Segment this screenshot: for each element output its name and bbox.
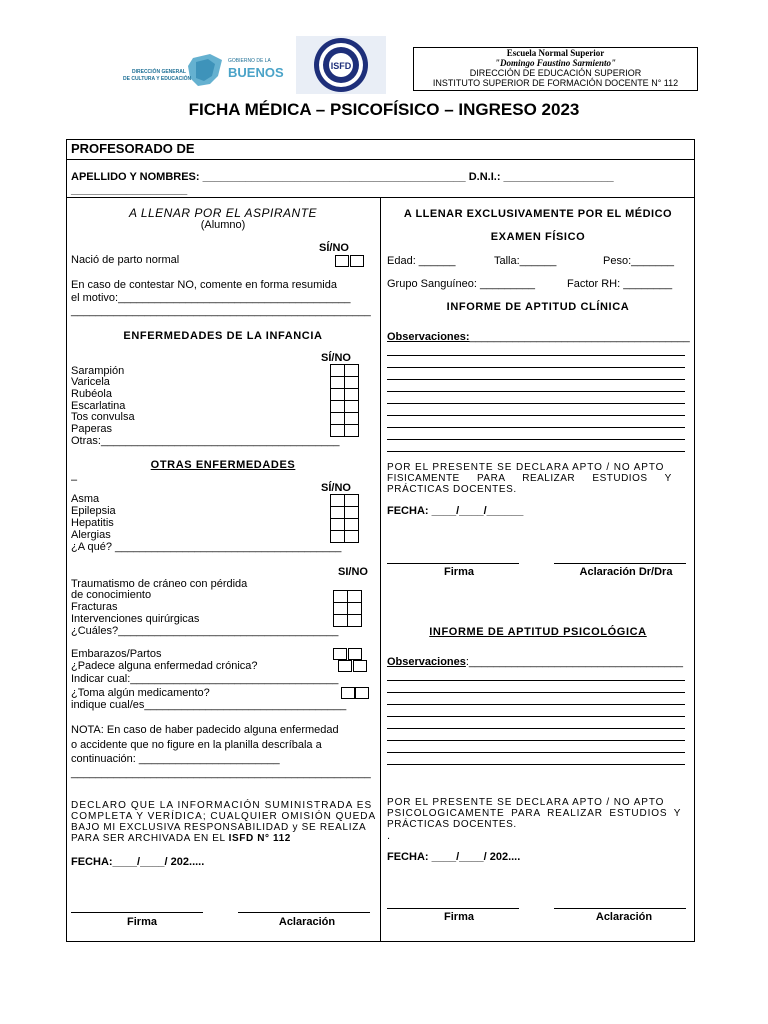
aspirante-sub: (Alumno) bbox=[200, 219, 246, 231]
firma-line-psico[interactable] bbox=[387, 908, 519, 909]
trauma-checkbox-grid[interactable] bbox=[333, 590, 362, 627]
box-line-4: INSTITUTO SUPERIOR DE FORMACIÓN DOCENTE N° 112 bbox=[432, 78, 679, 88]
box-line-2: "Domingo Faustino Sarmiento" bbox=[494, 58, 617, 68]
gov-text-2: DE CULTURA Y EDUCACIÓN bbox=[123, 76, 192, 82]
cronica-label: ¿Padece alguna enfermedad crónica? bbox=[71, 660, 258, 672]
fecha-aspirante[interactable]: FECHA:____/____/ 202..... bbox=[71, 856, 205, 868]
firma-label-psico: Firma bbox=[444, 911, 474, 923]
box-line-3: DIRECCIÓN DE EDUCACIÓN SUPERIOR bbox=[469, 68, 642, 78]
sino-label-1: SÍ/NO bbox=[319, 242, 349, 254]
otras-item: Alergias bbox=[71, 529, 111, 541]
infancia-item: Paperas bbox=[71, 423, 112, 435]
box-line-1: Escuela Normal Superior bbox=[506, 48, 605, 58]
medico-heading: A LLENAR EXCLUSIVAMENTE POR EL MÉDICO bbox=[403, 208, 673, 220]
factor-field[interactable]: Factor RH: ________ bbox=[567, 278, 673, 290]
otras-field[interactable]: Otras:_______________________________________ bbox=[71, 435, 340, 447]
parto-label: Nació de parto normal bbox=[71, 254, 180, 266]
apellido-field[interactable]: APELLIDO Y NOMBRES: ___________________________________________ D.N.I.: __________________ bbox=[71, 171, 614, 183]
infancia-item: Sarampión bbox=[71, 365, 125, 377]
obs-tail-clinica: ____________________________________ bbox=[469, 331, 690, 343]
informe-psico-title: INFORME DE APTITUD PSICOLÓGICA bbox=[429, 626, 647, 638]
apto-medico-line-1: POR EL PRESENTE SE DECLARA APTO / NO APTO bbox=[387, 462, 665, 473]
obs-field-clinica[interactable] bbox=[387, 331, 690, 343]
firma-label-medico: Firma bbox=[444, 566, 474, 578]
nota-line-2: o accidente que no figure en la planilla descríbala a bbox=[71, 739, 322, 751]
infancia-checkbox-grid[interactable] bbox=[330, 364, 359, 437]
aque-field[interactable]: ¿A qué? _____________________________________ bbox=[71, 541, 342, 553]
apto-psico-dot: . bbox=[387, 830, 391, 842]
obs-tail-psico: :___________________________________ bbox=[465, 656, 684, 668]
trauma-label-2: de conocimiento bbox=[71, 589, 152, 601]
cuales-field[interactable]: ¿Cuáles?____________________________________ bbox=[71, 625, 339, 637]
informe-clinica-title: INFORME DE APTITUD CLÍNICA bbox=[446, 301, 630, 313]
otras-item: Hepatitis bbox=[71, 517, 114, 529]
indique-field[interactable]: indique cual/es_________________________________ bbox=[71, 699, 347, 711]
aclaracion-label-psico: Aclaración bbox=[595, 911, 653, 923]
otras-item: Asma bbox=[71, 493, 100, 505]
gov-text-1: DIRECCIÓN GENERAL bbox=[132, 69, 186, 75]
nota-line-4[interactable]: _________________________________________________ bbox=[71, 767, 371, 779]
embarazos-no-checkbox[interactable] bbox=[348, 648, 362, 660]
infancia-item: Rubéola bbox=[71, 388, 112, 400]
talla-field[interactable]: Talla:______ bbox=[494, 255, 557, 267]
declaro-line-4 bbox=[71, 833, 291, 844]
obs-lines-clinica[interactable] bbox=[387, 344, 685, 454]
declaro-line-1: DECLARO QUE LA INFORMACIÓN SUMINISTRADA ES bbox=[71, 800, 373, 811]
aclaracion-line-medico[interactable] bbox=[554, 563, 686, 564]
obs-lines-psico[interactable] bbox=[387, 669, 685, 765]
declaro-line-4-text: PARA SER ARCHIVADA EN EL bbox=[71, 833, 229, 844]
divider-1 bbox=[66, 159, 695, 160]
indicar-field[interactable]: Indicar cual:__________________________________ bbox=[71, 673, 339, 685]
motivo-field[interactable]: el motivo:______________________________________ bbox=[71, 292, 351, 304]
otras-checkbox-grid[interactable] bbox=[330, 494, 359, 543]
embarazos-label: Embarazos/Partos bbox=[71, 648, 162, 660]
cronica-si-checkbox[interactable] bbox=[338, 660, 352, 672]
apellido-field-cont[interactable]: ___________________ bbox=[71, 184, 188, 196]
infancia-item: Escarlatina bbox=[71, 400, 126, 412]
grupo-field[interactable]: Grupo Sanguíneo: _________ bbox=[387, 278, 536, 290]
apto-medico-line-2: FISICAMENTE PARA REALIZAR ESTUDIOS Y bbox=[387, 473, 672, 484]
firma-label-left: Firma bbox=[127, 916, 157, 928]
nota-line-1: NOTA: En caso de haber padecido alguna enfermedad bbox=[71, 724, 339, 736]
sino-label-3: SÍ/NO bbox=[321, 482, 351, 494]
trauma-label: Traumatismo de cráneo con pérdida bbox=[71, 578, 248, 590]
aclaracion-label-left: Aclaración bbox=[278, 916, 336, 928]
aclaracion-line-left[interactable] bbox=[238, 912, 370, 913]
fecha-medico[interactable]: FECHA: ____/____/______ bbox=[387, 505, 524, 517]
declaro-line-2: COMPLETA Y VERÍDICA; CUALQUIER OMISIÓN QUEDA bbox=[71, 811, 377, 822]
edad-field[interactable]: Edad: ______ bbox=[387, 255, 456, 267]
embarazos-si-checkbox[interactable] bbox=[333, 648, 347, 660]
infancia-item: Varicela bbox=[71, 376, 110, 388]
infancia-title: ENFERMEDADES DE LA INFANCIA bbox=[123, 330, 323, 342]
dash: – bbox=[71, 474, 78, 486]
apto-psico-line-1: POR EL PRESENTE SE DECLARA APTO / NO APTO bbox=[387, 797, 665, 808]
apto-medico-line-3: PRÁCTICAS DOCENTES. bbox=[387, 484, 517, 495]
obs-label-clinica: Observaciones: bbox=[387, 331, 470, 343]
page-title: FICHA MÉDICA – PSICOFÍSICO – INGRESO 2023 bbox=[188, 100, 580, 119]
firma-line-left[interactable] bbox=[71, 912, 203, 913]
otras-title: OTRAS ENFERMEDADES bbox=[150, 459, 296, 471]
gov-label-2: BUENOS bbox=[228, 65, 284, 80]
fracturas-label: Fracturas bbox=[71, 601, 118, 613]
apto-psico-line-2: PSICOLOGICAMENTE PARA REALIZAR ESTUDIOS Y bbox=[387, 808, 682, 819]
profesorado-label: PROFESORADO DE bbox=[71, 141, 195, 156]
parto-no-checkbox[interactable] bbox=[350, 255, 364, 267]
aclaracion-line-psico[interactable] bbox=[554, 908, 686, 909]
nota-line-3[interactable]: continuación: _______________________ bbox=[71, 753, 280, 765]
parto-si-checkbox[interactable] bbox=[335, 255, 349, 267]
gov-label-1: GOBIERNO DE LA bbox=[228, 58, 271, 64]
infancia-item: Tos convulsa bbox=[71, 411, 135, 423]
interv-label: Intervenciones quirúrgicas bbox=[71, 613, 200, 625]
firma-line-medico[interactable] bbox=[387, 563, 519, 564]
obs-label-psico: Observaciones bbox=[387, 656, 466, 668]
sino-label-2: SÍ/NO bbox=[321, 352, 351, 364]
cronica-no-checkbox[interactable] bbox=[353, 660, 367, 672]
peso-field[interactable]: Peso:_______ bbox=[603, 255, 674, 267]
seal-text: ISFD bbox=[330, 61, 352, 71]
apto-psico-line-3: PRÁCTICAS DOCENTES. bbox=[387, 819, 517, 830]
obs-field-psico[interactable] bbox=[387, 656, 683, 668]
medicamento-no-checkbox[interactable] bbox=[355, 687, 369, 699]
examen-title: EXAMEN FÍSICO bbox=[490, 231, 586, 243]
gov-logo bbox=[118, 50, 284, 90]
medicamento-label: ¿Toma algún medicamento? bbox=[71, 687, 210, 699]
medicamento-si-checkbox[interactable] bbox=[341, 687, 355, 699]
fecha-psico[interactable]: FECHA: ____/____/ 202.... bbox=[387, 851, 521, 863]
declaro-line-3: BAJO MI EXCLUSIVA RESPONSABILIDAD y SE REALIZA bbox=[71, 822, 367, 833]
otras-item: Epilepsia bbox=[71, 505, 116, 517]
declaro-isfd: ISFD N° 112 bbox=[228, 833, 291, 844]
sino-label-4: SI/NO bbox=[338, 566, 368, 578]
aspirante-heading: A LLENAR POR EL ASPIRANTE bbox=[128, 206, 318, 220]
aclaracion-dr-label: Aclaración Dr/Dra bbox=[579, 566, 673, 578]
motivo-line[interactable]: _________________________________________________ bbox=[71, 305, 371, 317]
caso-label: En caso de contestar NO, comente en forma resumida bbox=[71, 279, 337, 291]
